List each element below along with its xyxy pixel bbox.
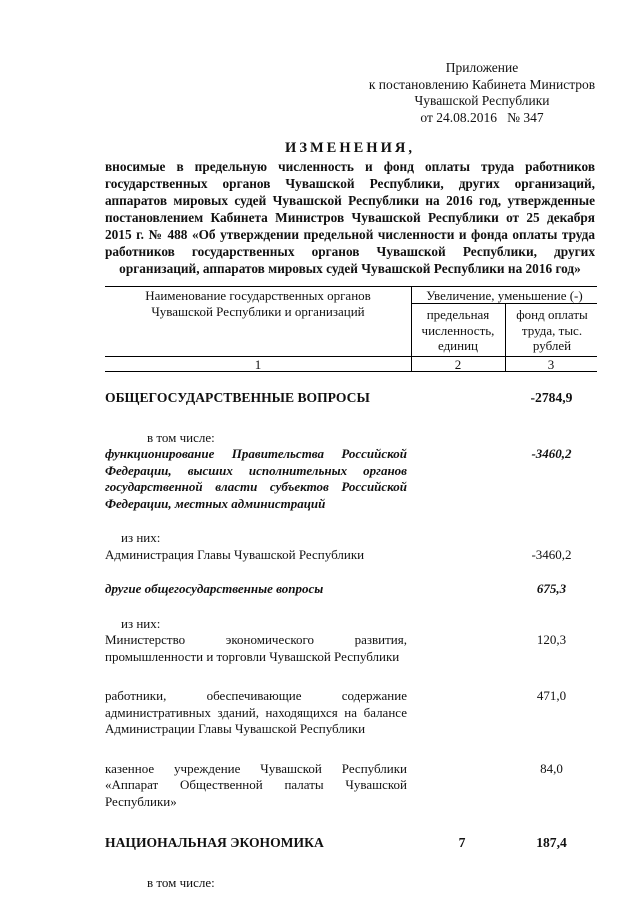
row-subheading: из них: — [121, 530, 161, 545]
row-subheading: из них: — [121, 615, 161, 631]
table-header — [105, 286, 597, 372]
row-name: другие общегосударственные вопросы — [105, 581, 324, 596]
header-col-fund: фонд оплаты труда, тыс. рублей — [516, 307, 588, 353]
appendix-line: Чувашской Республики — [414, 93, 550, 108]
row-fund: 120,3 — [536, 632, 567, 647]
row-fund: -3460,2 — [531, 546, 572, 562]
row-fund: 675,3 — [536, 581, 567, 596]
table-row — [105, 688, 597, 738]
row-name: Министерство экономического развития, промышленности и торговли Чувашской Республики — [105, 632, 407, 664]
row-name: НАЦИОНАЛЬНАЯ ЭКОНОМИКА — [105, 835, 324, 850]
appendix-line: к постановлению Кабинета Министров — [368, 76, 596, 92]
row-subheading: в том числе: — [147, 429, 215, 445]
table-row — [105, 875, 597, 892]
appendix-date-line: от 24.08.2016 № 347 — [420, 109, 544, 125]
header-top-rule — [105, 286, 597, 287]
appendix-line: Приложение — [445, 60, 519, 75]
row-fund: -2784,9 — [530, 390, 573, 405]
table-row — [105, 581, 597, 598]
table-row — [105, 761, 597, 811]
row-name: функционирование Правительства Российской Федерации, высших исполнительных органов государственной власти субъектов Российской Федерации, местных администраций — [105, 446, 407, 511]
table-row — [105, 632, 597, 665]
row-fund: -3460,2 — [531, 446, 572, 461]
row-fund: 471,0 — [536, 688, 567, 703]
header-col-change: Увеличение, уменьшение (-) — [426, 288, 583, 303]
header-num-3: 3 — [547, 357, 555, 372]
row-name: Администрация Главы Чувашской Республики — [105, 546, 365, 562]
table-row — [105, 835, 597, 852]
table-row — [105, 390, 597, 407]
row-name: работники, обеспечивающие содержание административных зданий, находящихся на балансе Администрации Главы Чувашской Республики — [105, 688, 407, 736]
row-subheading: в том числе: — [147, 874, 215, 890]
row-name: казенное учреждение Чувашской Республики «Аппарат Общественной палаты Чувашской Республики» — [105, 760, 407, 809]
header-num-2: 2 — [454, 357, 462, 372]
header-col-staff: предельная численность, единиц — [421, 307, 495, 353]
header-num-1: 1 — [254, 357, 262, 372]
row-fund: 84,0 — [540, 760, 563, 776]
document-title: ИЗМЕНЕНИЯ, — [285, 140, 415, 156]
table-row — [105, 616, 597, 633]
table-body — [105, 386, 597, 891]
header-col-name: Наименование государственных органов Чувашской Республики и организаций — [145, 288, 371, 319]
row-staff: 7 — [458, 835, 466, 850]
document-subtitle: вносимые в предельную численность и фонд оплаты труда работников государственных органов Чувашской Республики, других организаций, аппаратов мировых судей Чувашской Республики на 2016 год, утвержденные постановлением Кабинета Министров Чувашской Республики от 25 декабря 2015 г. № 488 «Об утверждении предельной численности и фонда оплаты труда работников государственных органов Чувашской Республики, других организаций, аппаратов мировых судей Чувашской Республики на 2016 год» — [105, 159, 595, 276]
table-row — [105, 530, 597, 547]
row-fund: 187,4 — [536, 835, 567, 850]
table-row — [105, 547, 597, 564]
table-row — [105, 430, 597, 447]
row-name: ОБЩЕГОСУДАРСТВЕННЫЕ ВОПРОСЫ — [105, 390, 370, 405]
table-row — [105, 446, 597, 512]
appendix-block — [357, 60, 607, 126]
